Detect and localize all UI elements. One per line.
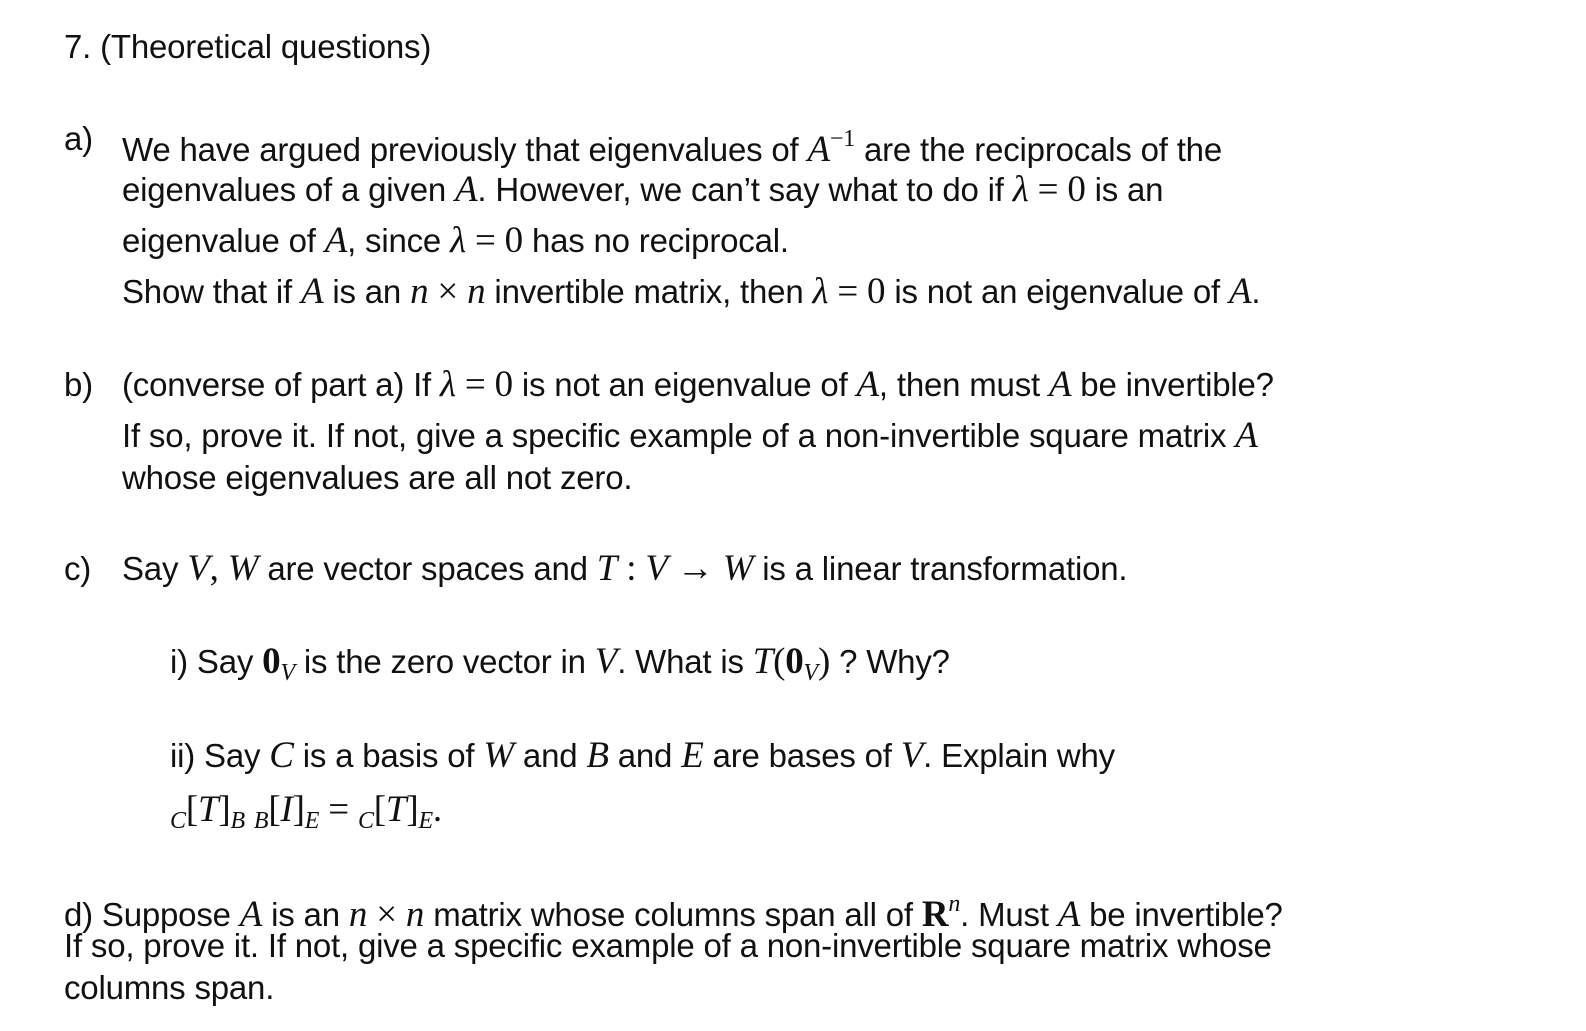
question-title: 7. (Theoretical questions) <box>64 28 432 65</box>
part-d-line-3: columns span. <box>64 969 275 1006</box>
part-b-line-1: (converse of part a) If λ = 0 is not an eigenvalue of A, then must A be invertible? <box>122 364 1274 405</box>
part-d-line-1: d) Suppose A is an n × n matrix whose columns span all of $R^n$. Must A be invertible? <box>64 891 1283 935</box>
part-a-line-3: eigenvalue of A, since λ = 0 has no reciprocal. <box>122 220 789 261</box>
part-c-i: i) Say $0_V$ is the zero vector in V. What is $T(0_V)$ ? Why? <box>170 641 950 686</box>
part-b-label: b) <box>64 366 93 403</box>
part-d-line-2: If so, prove it. If not, give a specific example of a non-invertible square matrix whose <box>64 927 1272 964</box>
part-b-line-3: whose eigenvalues are all not zero. <box>122 459 633 496</box>
part-c-label: c) <box>64 550 92 587</box>
part-c-line-1: Say V, W are vector spaces and T : V → W is a linear transformation. <box>122 548 1128 589</box>
part-b-line-2: If so, prove it. If not, give a specific example of a non-invertible square matrix A <box>122 415 1258 456</box>
part-a-label: a) <box>64 120 93 157</box>
part-c-ii-equation: $_C[T]_B$ $_B[I]_E = _C[T]_E$. <box>170 789 442 834</box>
part-a-line-2: eigenvalues of a given A. However, we can’t say what to do if λ = 0 is an <box>122 169 1164 210</box>
part-a-line-4: Show that if A is an n × n invertible matrix, then λ = 0 is not an eigenvalue of A. <box>122 271 1261 312</box>
part-a-line-1: We have argued previously that eigenvalues of $A^{-1}$ are the reciprocals of the <box>122 126 1222 170</box>
part-c-ii-line-1: ii) Say C is a basis of W and B and E are bases of V. Explain why <box>170 735 1115 776</box>
